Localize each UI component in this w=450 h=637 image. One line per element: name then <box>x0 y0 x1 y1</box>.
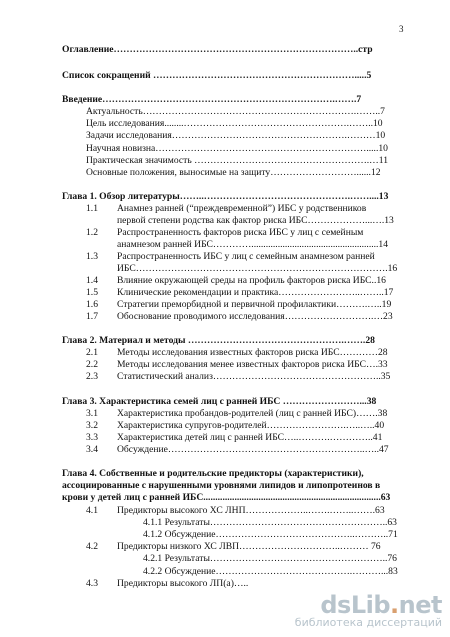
toc-text: Глава 3. Характеристика семей лиц с ранней ИБС ……………………...38 <box>62 396 377 407</box>
toc-number: 4.1 <box>86 505 98 516</box>
toc-text: Обоснование проводимого исследования……………………….…23 <box>117 311 393 322</box>
toc-number: 1.3 <box>86 251 98 262</box>
toc-number: 3.1 <box>86 408 98 419</box>
toc-text: Методы исследования менее известных факторов риска ИБС….33 <box>117 359 388 370</box>
toc-text: Цель исследования........…………………………………………….……..10 <box>86 118 383 129</box>
page-number: 3 <box>399 24 404 34</box>
toc-text: Введение……………………………………………………………….…….7 <box>62 94 362 105</box>
toc-text: Задачи исследования……………………………………………….………10 <box>86 130 386 141</box>
toc-text: Основные положения, выносимые на защиту………………………......12 <box>86 167 381 178</box>
toc-number: 3.2 <box>86 420 98 431</box>
toc-text: Предикторы низкого ХС ЛВП…………………………..……… 76 <box>117 541 381 552</box>
toc-text: ассоциированные с нарушенными уровнями липидов и липопротеинов в <box>62 480 381 491</box>
toc-text: Практическая значимость ……………………………………………….…11 <box>86 155 389 166</box>
toc-text: ИБС…………………………………………………………………….16 <box>117 263 398 274</box>
toc-number: 1.1 <box>86 203 98 214</box>
toc-number: 2.2 <box>86 359 98 370</box>
toc-number: 3.3 <box>86 432 98 443</box>
toc-text: Влияние окружающей среды на профиль факторов риска ИБС..16 <box>117 275 386 286</box>
toc-text: Актуальность………………………………………………………….……..7 <box>86 106 385 117</box>
toc-text: 4.1.2 Обсуждение……………………………………..………..71 <box>143 529 398 540</box>
toc-text: Статистический анализ……………………………………………..35 <box>117 371 391 382</box>
toc-number: 1.6 <box>86 299 98 310</box>
toc-number: 3.4 <box>86 444 98 455</box>
toc-text: Список сокращений ……………………………………………………….....5 <box>62 70 372 81</box>
toc-text: Глава 2. Материал и методы ………………………………………….…….28 <box>62 335 375 346</box>
toc-number: 2.3 <box>86 371 98 382</box>
toc-text: Научная новизна………………………………………………………….....10 <box>86 143 388 154</box>
toc-text: 4.2.1 Результаты………………………………………………..76 <box>143 553 397 564</box>
toc-text: Анамнез ранней (“преждевременной”) ИБС у родственников <box>117 203 367 214</box>
toc-number: 4.2 <box>86 541 98 552</box>
toc-text: 4.1.1 Результаты………………………………………………..63 <box>143 517 397 528</box>
toc-number: 1.4 <box>86 275 98 286</box>
toc-text: Характеристика супругов-родителей…………………….…..…..40 <box>117 420 385 431</box>
toc-text: Характеристика пробандов-родителей (лиц с ранней ИБС)…….38 <box>117 408 388 419</box>
toc-text: Стратегии преморбидной и первичной профилактики……….…..19 <box>117 299 392 310</box>
watermark-subtitle: библиотека диссертаций <box>294 616 442 629</box>
toc-text: Предикторы высокого ЛП(а)….. <box>117 578 249 589</box>
toc-text: Глава 4. Собственные и родительские предикторы (характеристики), <box>62 468 364 479</box>
toc-text: Оглавление…………………………………………………………………..стр <box>62 44 373 55</box>
toc-text: Клинические рекомендации и практика……………………..……..17 <box>117 287 394 298</box>
watermark-logo: dsLib.net <box>320 591 442 619</box>
toc-text: Обсуждение……………………………………………………..…..47 <box>117 444 389 455</box>
toc-text: анамнезом ранней ИБС………….....................................................14 <box>117 239 389 250</box>
toc-text: Распространенность ИБС у лиц с семейным анамнезом ранней <box>117 251 375 262</box>
toc-number: 1.5 <box>86 287 98 298</box>
toc-number: 2.1 <box>86 347 98 358</box>
toc-text: первой степени родства как фактор риска ИБС………………...….13 <box>117 215 394 226</box>
toc-number: 4.3 <box>86 578 98 589</box>
toc-text: 4.2.2 Обсуждение…………………………………….………...83 <box>143 566 398 577</box>
watermark <box>292 591 442 631</box>
toc-text: Предикторы высокого ХС ЛНП………………..…….……..…….63 <box>117 505 385 516</box>
toc-number: 1.2 <box>86 227 98 238</box>
toc-number: 1.7 <box>86 311 98 322</box>
toc-text: Глава 1. Обзор литературы……..……………………………………….……....13 <box>62 191 389 202</box>
toc-text: Распространенность факторов риска ИБС у лиц с семейным <box>117 227 364 238</box>
toc-text: крови у детей лиц с ранней ИБС..........................................................................63 <box>62 492 391 503</box>
toc-text: Методы исследования известных факторов риска ИБС…………28 <box>117 347 388 358</box>
toc-text: Характеристика детей лиц с ранней ИБС…..……….…………..41 <box>117 432 383 443</box>
